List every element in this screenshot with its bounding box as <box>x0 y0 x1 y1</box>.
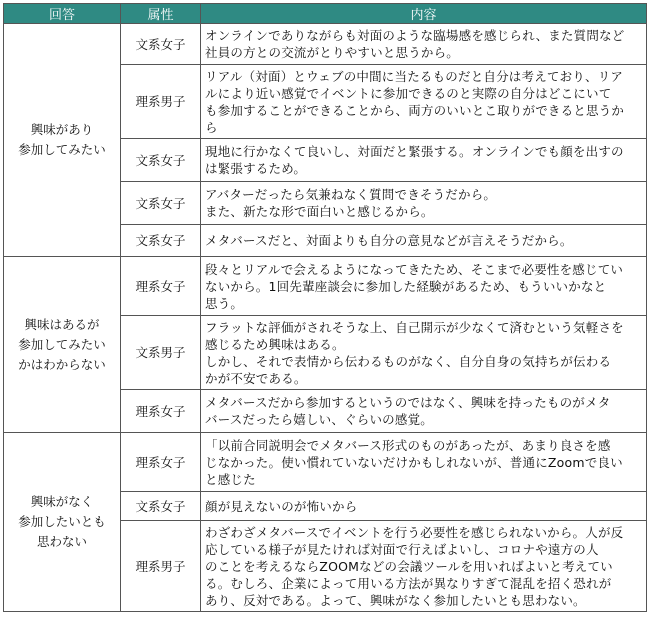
content-line: オンラインでありながらも対面のような臨場感を感じられ、また質問など <box>205 28 625 43</box>
attribute-cell: 理系女子 <box>121 390 201 433</box>
content-line: バースだったら嬉しい、ぐらいの感覚。 <box>205 412 433 427</box>
content-line: アバターだったら気兼ねなく質問できそうだから。 <box>205 187 497 202</box>
attribute-cell: 文系女子 <box>121 492 201 521</box>
content-line: メタバースだと、対面よりも自分の意見などが言えそうだから。 <box>205 233 573 248</box>
attribute-cell: 文系男子 <box>121 316 201 390</box>
table-row <box>4 24 647 65</box>
content-line: ルにより近い感覚でイベントに参加できるのと実際の自分はどこにいて <box>205 85 612 101</box>
content-line: 社員の方との交流がとりやすいと思うから。 <box>205 45 460 60</box>
table-body <box>4 24 647 612</box>
attribute-cell: 文系女子 <box>121 225 201 257</box>
content-line: じなかった。使い慣れていないだけかもしれないが、普通にZoomで良い <box>205 454 623 470</box>
answer-line: 参加してみたい <box>18 336 106 352</box>
content-line: かが不安である。 <box>205 370 307 386</box>
attribute-cell: 文系女子 <box>121 24 201 65</box>
content-line: リアル（対面）とウェブの中間に当たるものだと自分は考えており、リア <box>205 68 624 84</box>
header-row <box>4 4 647 24</box>
content-line: 思う。 <box>205 295 244 311</box>
content-line: のことを考えるならZOOMなどの会議ツールを用いればよいと考えてい <box>205 558 613 574</box>
content-line: と感じた <box>205 471 256 487</box>
header-answer: 回答 <box>4 4 121 24</box>
table-row <box>4 257 647 316</box>
content-cell <box>201 182 647 225</box>
content-cell <box>201 65 647 139</box>
header-attribute: 属性 <box>121 4 201 24</box>
content-line: 応している様子が見たければ対面で行えばよいし、コロナや遠方の人 <box>205 541 599 557</box>
attribute-cell: 理系女子 <box>121 257 201 316</box>
attribute-cell: 理系男子 <box>121 65 201 139</box>
content-line: ないから。1回先輩座談会に参加した経験があるため、もういいかなと <box>205 278 607 294</box>
answer-line: 興味があり <box>30 122 94 137</box>
attribute-cell: 文系女子 <box>121 139 201 182</box>
attribute-cell: 理系女子 <box>121 433 201 492</box>
content-line: しかし、それで表情から伝わるものがなく、自分自身の気持ちが伝わる <box>205 353 612 369</box>
content-line: 「以前合同説明会でメタバース形式のものがあったが、あまり良さを感 <box>205 437 611 453</box>
content-cell <box>201 521 647 612</box>
content-line: また、新たな形で面白いと感じるから。 <box>205 204 434 219</box>
content-line: わざわざメタバースでイベントを行う必要性を感じられないから。人が反 <box>205 524 624 540</box>
content-line: あり、反対である。よって、興味がなく参加したいとも思わない。 <box>205 592 586 608</box>
content-cell <box>201 24 647 65</box>
content-line: フラットな評価がされそうな上、自己開示が少なくて済むという気軽さを <box>205 319 624 335</box>
content-line: も参加することができることから、両方のいいとこ取りができると思うか <box>205 102 625 118</box>
attribute-cell: 文系女子 <box>121 182 201 225</box>
content-cell <box>201 316 647 390</box>
content-cell <box>201 139 647 182</box>
content-line: る。むしろ、企業によって用いる方法が異なりすぎて混乱を招く恐れが <box>205 575 612 591</box>
answer-line: 参加してみたい <box>18 142 106 157</box>
content-line: は緊張するため。 <box>205 161 307 176</box>
content-line: 現地に行かなくて良いし、対面だと緊張する。オンラインでも顔を出すの <box>205 144 624 159</box>
answer-line: 参加したいとも <box>18 514 106 529</box>
answer-cell <box>4 433 121 612</box>
header-content: 内容 <box>201 4 647 24</box>
survey-table <box>3 3 647 612</box>
answer-cell <box>4 257 121 433</box>
answer-line: かはわからない <box>18 356 106 372</box>
content-cell <box>201 257 647 316</box>
content-cell <box>201 225 647 257</box>
content-cell <box>201 492 647 521</box>
table-row <box>4 433 647 492</box>
answer-line: 思わない <box>36 534 87 549</box>
content-cell <box>201 390 647 433</box>
content-line: 段々とリアルで会えるようになってきたため、そこまで必要性を感じてい <box>205 261 624 277</box>
content-line: メタバースだから参加するというのではなく、興味を持ったものがメタ <box>205 395 611 410</box>
content-line: 顔が見えないのが怖いから <box>205 498 358 514</box>
content-line: ら <box>205 119 218 135</box>
answer-line: 興味がなく <box>30 494 94 509</box>
attribute-cell: 理系男子 <box>121 521 201 612</box>
answer-line: 興味はあるが <box>24 316 100 332</box>
content-line: 感じるため興味はある。 <box>205 336 345 352</box>
content-cell <box>201 433 647 492</box>
answer-cell <box>4 24 121 257</box>
